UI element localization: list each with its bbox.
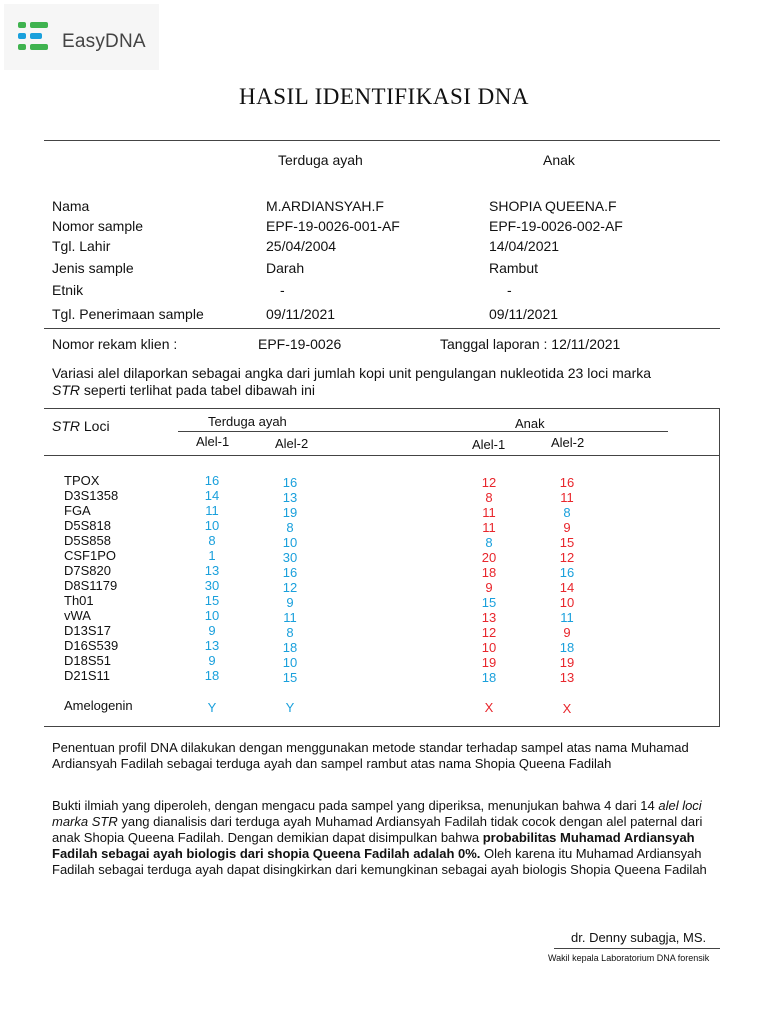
father-alel-2: 19 [282, 505, 298, 520]
locus-name: D21S11 [64, 668, 111, 683]
rekam-label: Nomor rekam klien : [52, 336, 178, 352]
amelogenin-label: Amelogenin [64, 698, 133, 713]
table-father-label: Terduga ayah [208, 414, 287, 429]
info-label: Jenis sample [52, 260, 134, 276]
locus-name: TPOX [64, 473, 100, 488]
father-alel-1: 13 [204, 638, 220, 653]
locus-name: D5S858 [64, 533, 111, 548]
child-alel-1: 20 [481, 550, 497, 565]
locus-name: D16S539 [64, 638, 119, 653]
father-alel2-header: Alel-2 [275, 436, 309, 451]
child-alel-2: 11 [560, 490, 574, 505]
father-alel-1: 11 [205, 503, 219, 518]
child-alel-2: 19 [559, 655, 575, 670]
child-alel-1: 8 [485, 490, 493, 505]
father-alel-1: 9 [208, 623, 216, 638]
table-bottom-divider [44, 726, 720, 727]
logo-area [4, 4, 159, 70]
father-alel-2: 10 [282, 535, 298, 550]
father-alel-2: 9 [286, 595, 294, 610]
child-alel-2: 13 [559, 670, 575, 685]
table-top-divider [44, 408, 720, 409]
child-alel-2: 9 [563, 625, 571, 640]
info-father-value: 25/04/2004 [266, 238, 337, 254]
intro-line-2 [52, 382, 315, 398]
father-alel-1: 10 [204, 518, 220, 533]
info-child-value: EPF-19-0026-002-AF [489, 218, 623, 234]
info-label: Tgl. Lahir [52, 238, 111, 254]
father-alel-2: 30 [282, 550, 298, 565]
conclusion-p3: yang dianalisis dari terduga ayah Muhamad Ardiansyah Fadilah tidak cocok dengan alel paternal dari anak Shopia Queena Fadilah. Dengan demikian dapat disimpulkan bahwa [52, 814, 703, 845]
child-alel-2: 9 [563, 520, 571, 535]
child-alel-2: 15 [559, 535, 575, 550]
father-alel-2: 11 [283, 610, 297, 625]
str-loci-header [52, 418, 110, 434]
easydna-logo-icon [18, 22, 50, 50]
child-alel-1: 18 [481, 670, 497, 685]
info-father-value: Darah [266, 260, 305, 276]
locus-name: FGA [64, 503, 91, 518]
father-alel-1: 10 [204, 608, 220, 623]
table-sub-divider [178, 431, 668, 432]
intro-str: STR [52, 382, 80, 398]
father-alel-1: 16 [204, 473, 220, 488]
child-alel2-header: Alel-2 [551, 435, 585, 450]
info-label: Etnik [52, 282, 84, 298]
info-child-value: - [507, 282, 512, 298]
conclusion-italic: alel loci marka STR [52, 798, 702, 829]
signature-line [554, 948, 720, 949]
father-alel-1: 18 [204, 668, 220, 683]
father-alel-2: 16 [282, 475, 298, 490]
conclusion-paragraph [52, 798, 722, 878]
locus-name: D3S1358 [64, 488, 119, 503]
child-alel-1: 8 [485, 535, 493, 550]
father-alel-1: 30 [204, 578, 220, 593]
col-header-child: Anak [543, 152, 575, 168]
signature-name: dr. Denny subagja, MS. [571, 930, 707, 945]
signature-role: Wakil kepala Laboratorium DNA forensik [548, 953, 710, 963]
locus-name: D7S820 [64, 563, 111, 578]
father-alel-2: 8 [286, 520, 294, 535]
father-alel1-header: Alel-1 [196, 434, 230, 449]
child-alel-2: 10 [559, 595, 575, 610]
father-alel-2: 18 [282, 640, 298, 655]
father-alel-2: 15 [282, 670, 298, 685]
info-child-value: 14/04/2021 [489, 238, 560, 254]
child-alel1-header: Alel-1 [472, 437, 506, 452]
child-alel-2: 18 [559, 640, 575, 655]
locus-name: D18S51 [64, 653, 111, 668]
info-father-value: 09/11/2021 [266, 306, 336, 322]
info-father-value: - [280, 282, 285, 298]
table-child-label: Anak [515, 416, 545, 431]
child-alel-1: 11 [482, 505, 496, 520]
locus-name: Th01 [64, 593, 94, 608]
child-alel-1: 13 [481, 610, 497, 625]
col-header-father: Terduga ayah [278, 152, 363, 168]
child-alel-1: 12 [481, 625, 497, 640]
intro-line-1: Variasi alel dilaporkan sebagai angka dari jumlah kopi unit pengulangan nukleotida 23 loci marka [52, 365, 652, 381]
child-alel-2: 16 [559, 475, 575, 490]
child-alel-1: 18 [481, 565, 497, 580]
child-alel-1: 19 [481, 655, 497, 670]
info-label: Nama [52, 198, 90, 214]
conclusion-p1: Bukti ilmiah yang diperoleh, dengan mengacu pada sampel yang diperiksa, menunjukan bahwa 4 dari 14 [52, 798, 659, 813]
child-alel-2: 12 [559, 550, 575, 565]
info-father-value: EPF-19-0026-001-AF [266, 218, 400, 234]
father-alel-2: 13 [282, 490, 298, 505]
locus-name: D13S17 [64, 623, 111, 638]
father-alel-1: 13 [204, 563, 220, 578]
father-alel-1: 14 [204, 488, 220, 503]
child-alel-2: 14 [559, 580, 575, 595]
amelogenin-child-2: X [562, 701, 572, 716]
table-right-border [719, 408, 720, 727]
father-alel-2: 16 [282, 565, 298, 580]
child-alel-2: 8 [563, 505, 571, 520]
info-label: Nomor sample [52, 218, 144, 234]
table-header-divider [44, 455, 720, 456]
child-alel-1: 9 [485, 580, 493, 595]
child-alel-1: 10 [481, 640, 497, 655]
intro-rest: seperti terlihat pada tabel dibawah ini [80, 382, 316, 398]
info-child-value: Rambut [489, 260, 539, 276]
info-father-value: M.ARDIANSYAH.F [266, 198, 384, 214]
locus-name: D5S818 [64, 518, 111, 533]
amelogenin-father-2: Y [285, 700, 295, 715]
locus-name: CSF1PO [64, 548, 117, 563]
child-alel-2: 16 [559, 565, 575, 580]
amelogenin-child-1: X [484, 700, 494, 715]
conclusion-p5: Oleh karena itu Muhamad Ardiansyah Fadilah sebagai terduga ayah dapat disingkirkan dari kemungkinan sebagai ayah biologis Shopia Queena Fadilah [52, 846, 707, 877]
father-alel-1: 1 [208, 548, 216, 563]
locus-name: vWA [64, 608, 91, 623]
locus-name: D8S1179 [64, 578, 118, 593]
father-alel-2: 8 [286, 625, 294, 640]
rekam-value: EPF-19-0026 [258, 336, 342, 352]
tanggal-laporan: Tanggal laporan : 12/11/2021 [440, 336, 621, 352]
child-alel-1: 12 [481, 475, 497, 490]
father-alel-2: 10 [282, 655, 298, 670]
info-child-value: SHOPIA QUEENA.F [489, 198, 617, 214]
str-header-italic: STR [52, 418, 80, 434]
amelogenin-father-1: Y [207, 700, 217, 715]
father-alel-1: 8 [208, 533, 216, 548]
divider [44, 328, 720, 329]
child-alel-1: 15 [481, 595, 497, 610]
brand-name: EasyDNA [62, 31, 146, 52]
divider [44, 140, 720, 141]
document-title: HASIL IDENTIFIKASI DNA [239, 84, 529, 109]
child-alel-2: 11 [560, 610, 574, 625]
father-alel-1: 15 [204, 593, 220, 608]
info-child-value: 09/11/2021 [489, 306, 559, 322]
info-label: Tgl. Penerimaan sample [52, 306, 204, 322]
conclusion-bold: probabilitas Muhamad Ardiansyah Fadilah sebagai ayah biologis dari shopia Queena Fadilah adalah 0%. [52, 830, 695, 861]
father-alel-1: 9 [208, 653, 216, 668]
method-paragraph: Penentuan profil DNA dilakukan dengan menggunakan metode standar terhadap sampel atas nama Muhamad Ardiansyah Fadilah sebagai terduga ayah dan sampel rambut atas nama Shopia Queena Fadilah [52, 740, 689, 771]
child-alel-1: 11 [482, 520, 496, 535]
father-alel-2: 12 [282, 580, 298, 595]
str-header-rest: Loci [80, 418, 110, 434]
